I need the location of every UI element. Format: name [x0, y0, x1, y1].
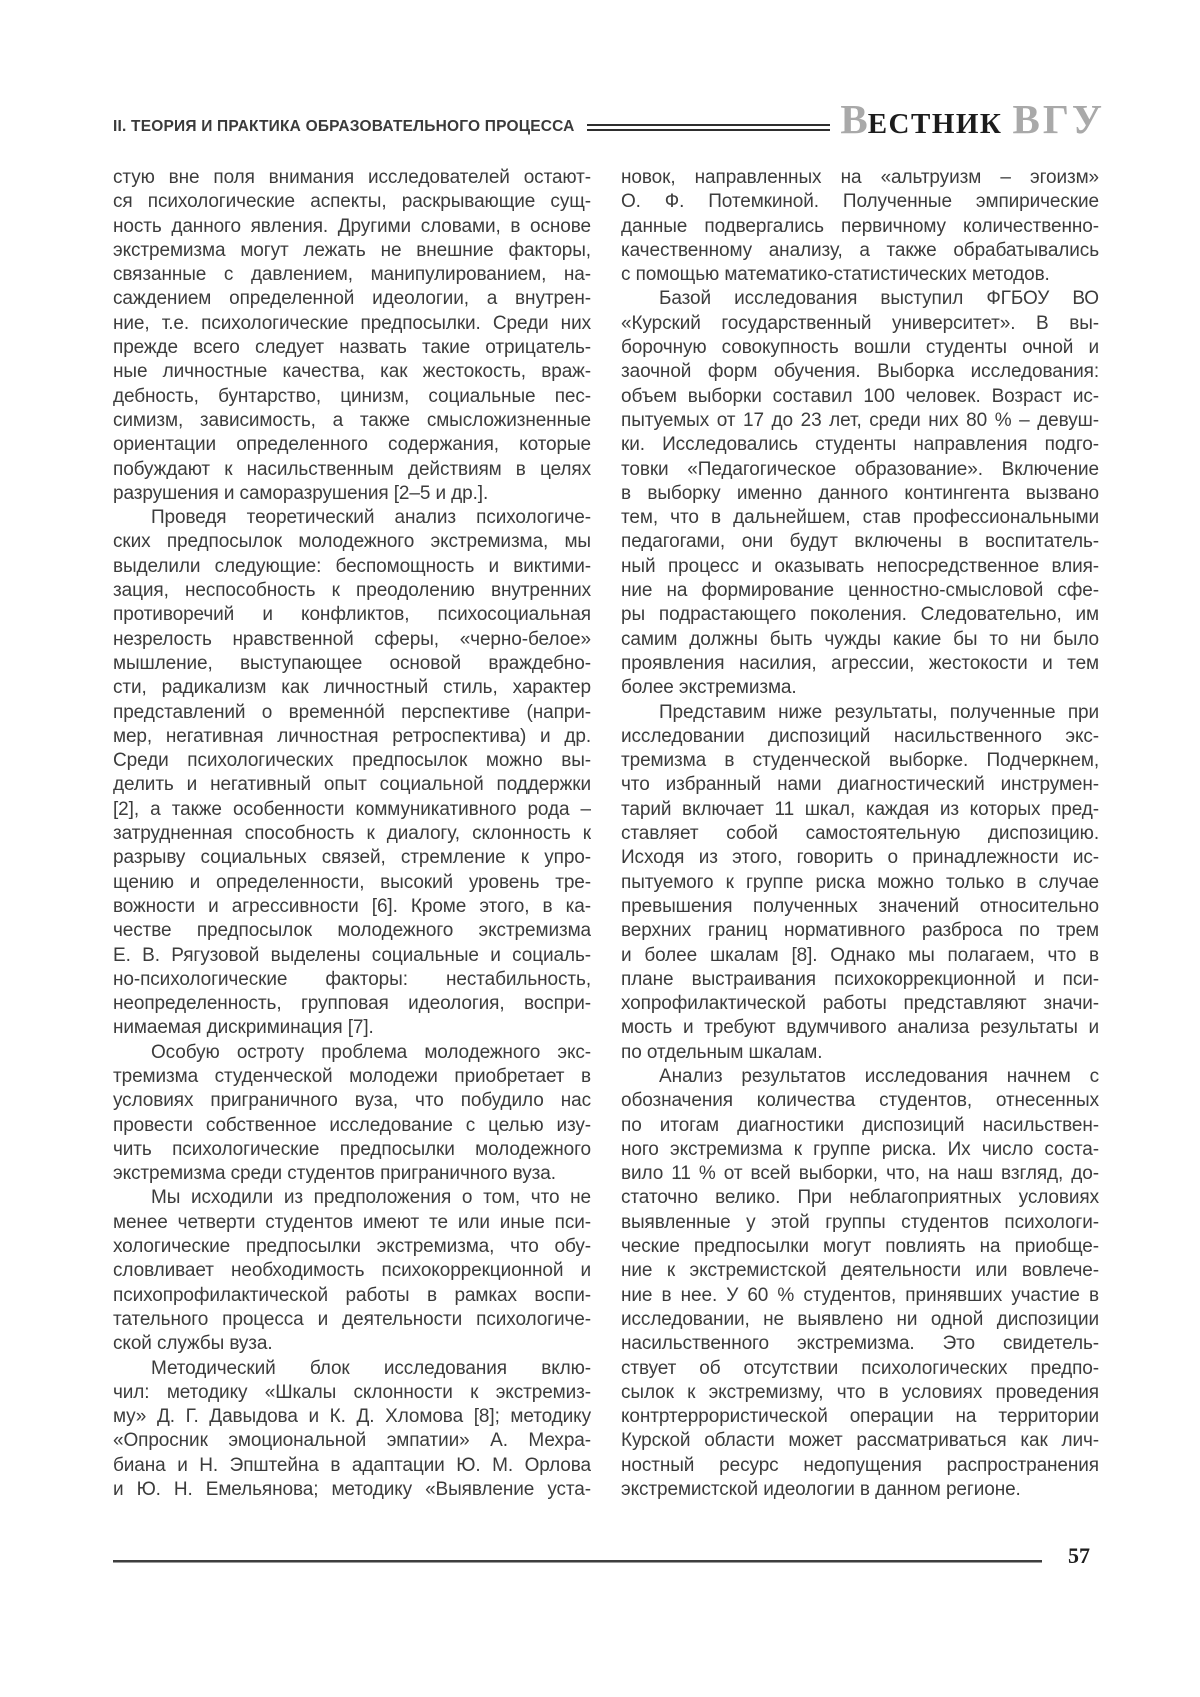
- paragraph: [113, 1357, 591, 1503]
- text-line: экстремизма среди студентов приграничного вуза.: [113, 1163, 556, 1185]
- text-line: товки «Педагогическое образование». Включение: [621, 458, 1099, 480]
- paragraph: [113, 1186, 591, 1356]
- text-line: ориентации определенного содержания, которые: [113, 434, 591, 456]
- text-line: зация, неспособность к преодолению внутренних: [113, 580, 591, 602]
- text-line: Проведя теоретический анализ психологиче-: [151, 507, 591, 529]
- footer-rule: [113, 1560, 1042, 1563]
- text-line: стую вне поля внимания исследователей остают-: [113, 167, 591, 188]
- text-line: честве предпосылок молодежного экстремизма: [113, 920, 591, 942]
- text-line: исследовании, не выявлено ни одной диспозиции: [621, 1308, 1099, 1330]
- text-line: и более шкалам [8]. Однако мы полагаем, что в: [621, 944, 1099, 966]
- paragraph: [621, 287, 1099, 700]
- text-line: Представим ниже результаты, полученные при: [659, 701, 1099, 723]
- text-line: саждением определенной идеологии, а внутрен-: [113, 288, 591, 310]
- text-line: Анализ результатов исследования начнем с: [659, 1065, 1099, 1087]
- text-line: но-психологические факторы: нестабильность,: [113, 968, 591, 990]
- text-line: ние на формирование ценностно-смысловой сфе-: [621, 580, 1099, 602]
- text-line: насильственного экстремизма. Это свидетель-: [621, 1333, 1099, 1355]
- text-line: ствует об отсутствии психологических предпо-: [621, 1357, 1099, 1379]
- paragraph: [113, 166, 591, 506]
- text-line: О. Ф. Потемкиной. Полученные эмпирические: [621, 191, 1099, 213]
- text-line: хологические предпосылки экстремизма, что обу-: [113, 1236, 591, 1258]
- text-line: экстремистской идеологии в данном регионе.: [621, 1479, 1021, 1501]
- text-line: менее четверти студентов имеют те или иные пси-: [113, 1211, 591, 1233]
- text-line: незрелость нравственной сферы, «черно-белое»: [113, 628, 591, 650]
- text-line: [2], а также особенности коммуникативного рода –: [113, 798, 591, 820]
- text-line: ставляет собой самостоятельную диспозицию.: [621, 823, 1099, 845]
- text-line: статочно велико. При неблагоприятных условиях: [621, 1187, 1099, 1209]
- page-number: 57: [1068, 1543, 1090, 1568]
- text-line: неопределенность, групповая идеология, воспри-: [113, 993, 591, 1015]
- text-line: «Курский государственный университет». В вы-: [621, 312, 1099, 334]
- text-line: педагогами, они будут включены в воспитатель-: [621, 531, 1099, 553]
- left-column: [113, 166, 591, 1502]
- text-line: ской службы вуза.: [113, 1333, 273, 1355]
- text-line: делить и негативный опыт социальной поддержки: [113, 774, 591, 796]
- text-line: ние к экстремистской деятельности или вовлече-: [621, 1260, 1099, 1282]
- text-line: Методический блок исследования вклю-: [151, 1357, 591, 1379]
- paragraph: [113, 506, 591, 1041]
- text-line: по отдельным шкалам.: [621, 1041, 823, 1063]
- text-line: нимаемая дискриминация [7].: [113, 1017, 374, 1039]
- text-line: словливает необходимость психокоррекционной и: [113, 1260, 591, 1282]
- section-title: II. ТЕОРИЯ И ПРАКТИКА ОБРАЗОВАТЕЛЬНОГО ПРОЦЕССА: [113, 118, 575, 135]
- text-line: пытуемого к группе риска можно только в случае: [621, 871, 1099, 893]
- text-line: побуждают к насильственным действиям в целях: [113, 458, 591, 480]
- text-line: представлений о временно́й перспективе (напри-: [113, 701, 591, 723]
- text-line: борочную совокупность вошли студенты очной и: [621, 337, 1099, 359]
- text-line: выявленные у этой группы студентов психологи-: [621, 1211, 1099, 1233]
- text-line: ние, т.е. психологические предпосылки. Среди них: [113, 312, 591, 334]
- text-line: более экстремизма.: [621, 677, 797, 699]
- text-line: дебность, бунтарство, цинизм, социальные пес-: [113, 385, 591, 407]
- text-line: ние в нее. У 60 % студентов, принявших участие в: [621, 1284, 1099, 1306]
- text-line: му» Д. Г. Давыдова и К. Д. Хломова [8]; методику: [113, 1406, 591, 1428]
- text-line: прежде всего следует назвать такие отрицатель-: [113, 337, 591, 359]
- text-line: вило 11 % от всей выборки, что, на наш взгляд, до-: [621, 1163, 1099, 1185]
- text-line: ских предпосылок молодежного экстремизма, мы: [113, 531, 591, 553]
- text-line: заочной форм обучения. Выборка исследования:: [621, 361, 1099, 383]
- text-line: ность данного явления. Другими словами, в основе: [113, 215, 591, 237]
- text-line: и Ю. Н. Емельянова; методику «Выявление уста-: [113, 1479, 591, 1501]
- paragraph: [621, 166, 1099, 287]
- text-line: Курской области может рассматриваться как лич-: [621, 1430, 1099, 1452]
- paragraph: [621, 701, 1099, 1065]
- text-line: симизм, зависимость, а также смысложизненные: [113, 409, 591, 431]
- logo-abbr: ВГУ: [1012, 96, 1105, 142]
- text-line: тем, что в дальнейшем, став профессиональными: [621, 507, 1099, 529]
- right-column: [621, 166, 1099, 1502]
- text-line: качественному анализу, а также обрабатывались: [621, 239, 1099, 261]
- text-line: ки. Исследовались студенты направления подго-: [621, 434, 1099, 456]
- text-line: щению и определенности, высокий уровень тре-: [113, 871, 591, 893]
- text-line: ные личностные качества, как жестокость, враж-: [113, 361, 591, 383]
- text-line: Среди психологических предпосылок можно вы-: [113, 750, 591, 772]
- article-body: [113, 166, 1099, 1502]
- text-line: проявления насилия, агрессии, жестокости и тем: [621, 652, 1099, 674]
- text-line: сти, радикализм как личностный стиль, характер: [113, 677, 591, 699]
- text-line: новок, направленных на «альтруизм – эгоизм»: [621, 167, 1099, 188]
- text-line: Особую остроту проблема молодежного экс-: [151, 1041, 591, 1063]
- logo-rest: ЕСТНИК: [867, 108, 1003, 140]
- text-line: Е. В. Рягузовой выделены социальные и социаль-: [113, 944, 591, 966]
- text-line: «Опросник эмоциональной эмпатии» А. Мехра-: [113, 1430, 591, 1452]
- paragraph: [113, 1041, 591, 1187]
- text-line: Базой исследования выступил ФГБОУ ВО: [659, 288, 1099, 310]
- text-line: тремизма студенческой молодежи приобретает в: [113, 1065, 591, 1087]
- text-line: ры подрастающего поколения. Следовательно, им: [621, 604, 1099, 626]
- header-double-rule: [587, 124, 831, 131]
- page-header: [113, 96, 1105, 142]
- text-line: мышление, выступающее основой враждебно-: [113, 652, 591, 674]
- text-line: превышения полученных значений относительно: [621, 895, 1099, 917]
- text-line: биана и Н. Эпштейна в адаптации Ю. М. Орлова: [113, 1454, 591, 1476]
- text-line: сылок к экстремизму, что в условиях проведения: [621, 1381, 1099, 1403]
- text-line: по итогам диагностики диспозиций насильствен-: [621, 1114, 1099, 1136]
- text-line: выделили следующие: беспомощность и виктими-: [113, 555, 591, 577]
- text-line: плане выстраивания психокоррекционной и пси-: [621, 968, 1099, 990]
- text-line: ностный ресурс недопущения распространения: [621, 1454, 1099, 1476]
- logo-initial: В: [840, 96, 868, 142]
- text-line: контртеррористической операции на территории: [621, 1406, 1099, 1428]
- text-line: с помощью математико-статистических методов.: [621, 264, 1050, 286]
- text-line: провести собственное исследование с целью изу-: [113, 1114, 591, 1136]
- text-line: ся психологические аспекты, раскрывающие сущ-: [113, 191, 591, 213]
- text-line: разрушения и саморазрушения [2–5 и др.].: [113, 482, 489, 504]
- text-line: верхних границ нормативного разброса по трем: [621, 920, 1099, 942]
- text-line: чить психологические предпосылки молодежного: [113, 1138, 591, 1160]
- paragraph: [621, 1065, 1099, 1502]
- text-line: в выборку именно данного контингента вызвано: [621, 482, 1099, 504]
- text-line: Мы исходили из предположения о том, что не: [151, 1187, 591, 1209]
- text-line: хопрофилактической работы представляют значи-: [621, 993, 1099, 1015]
- text-line: противоречий и конфликтов, психосоциальная: [113, 604, 591, 626]
- text-line: тремизма в студенческой выборке. Подчеркнем,: [621, 750, 1099, 772]
- text-line: затрудненная способность к диалогу, склонность к: [113, 823, 591, 845]
- text-line: Исходя из этого, говорить о принадлежности ис-: [621, 847, 1099, 869]
- text-line: тательного процесса и деятельности психологиче-: [113, 1308, 591, 1330]
- text-line: ного экстремизма к группе риска. Их число соста-: [621, 1138, 1099, 1160]
- text-line: разрыву социальных связей, стремление к упро-: [113, 847, 591, 869]
- text-line: обозначения количества студентов, отнесенных: [621, 1090, 1099, 1112]
- text-line: исследовании диспозиций насильственного экс-: [621, 725, 1099, 747]
- text-line: самим должны быть чужды какие бы то ни было: [621, 628, 1099, 650]
- text-line: что избранный нами диагностический инструмен-: [621, 774, 1099, 796]
- journal-logo: [840, 96, 1105, 142]
- text-line: ный процесс и оказывать непосредственное влия-: [621, 555, 1099, 577]
- text-line: мость и требуют вдумчивого анализа результаты и: [621, 1017, 1099, 1039]
- text-line: вожности и агрессивности [6]. Кроме этого, в ка-: [113, 895, 591, 917]
- text-line: объем выборки составил 100 человек. Возраст ис-: [621, 385, 1099, 407]
- text-line: экстремизма могут лежать не внешние факторы,: [113, 239, 591, 261]
- text-line: пытуемых от 17 до 23 лет, среди них 80 % – девуш-: [621, 409, 1099, 431]
- text-line: тарий включает 11 шкал, каждая из которых пред-: [621, 798, 1099, 820]
- text-line: данные подвергались первичному количественно-: [621, 215, 1099, 237]
- text-line: мер, негативная личностная ретроспектива) и др.: [113, 725, 591, 747]
- text-line: условиях приграничного вуза, что побудило нас: [113, 1090, 591, 1112]
- text-line: психопрофилактической работы в рамках воспи-: [113, 1284, 591, 1306]
- text-line: чил: методику «Шкалы склонности к экстремиз-: [113, 1381, 591, 1403]
- text-line: ческие предпосылки могут повлиять на приобще-: [621, 1236, 1099, 1258]
- text-line: связанные с давлением, манипулированием, на-: [113, 264, 591, 286]
